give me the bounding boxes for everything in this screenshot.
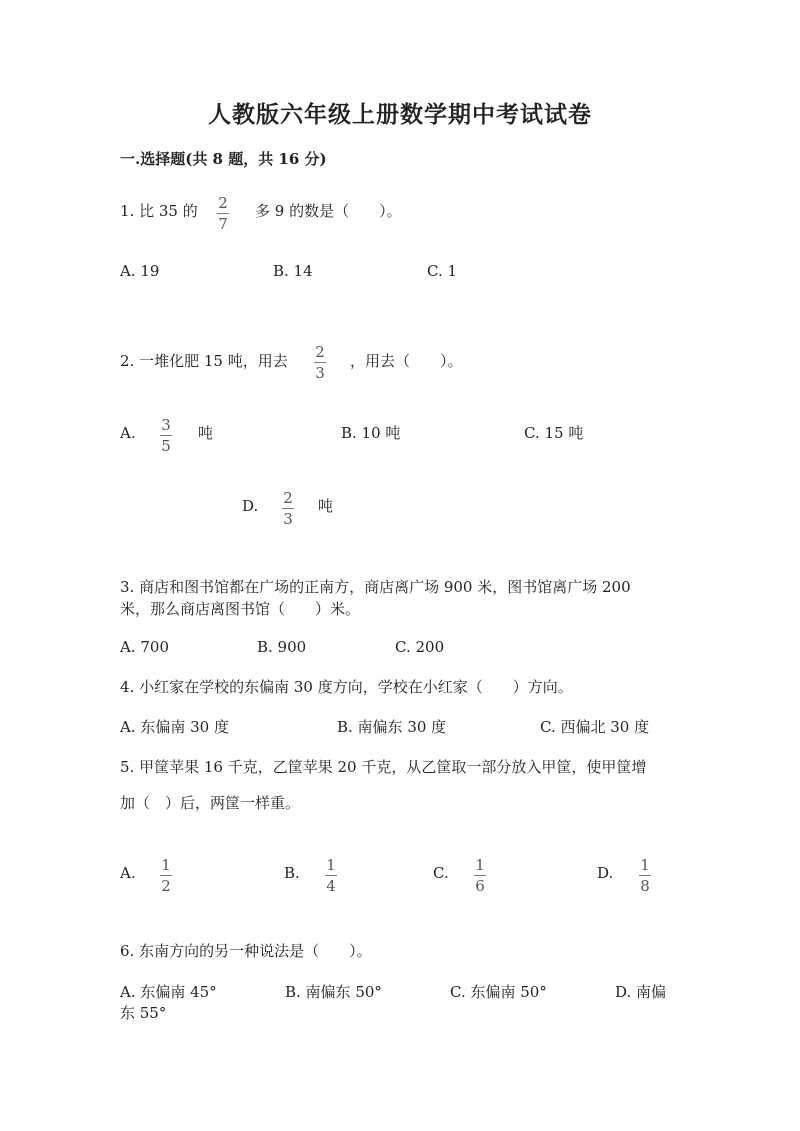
q6-option-d-wrap: 东 55° <box>120 1004 167 1022</box>
q1-option-a: A. 19 <box>120 262 160 280</box>
q2-option-a-fraction: 3 5 <box>161 416 171 455</box>
q2-option-d-label: D. <box>242 497 259 515</box>
q5-option-b-label: B. <box>284 864 300 882</box>
q3-option-a: A. 700 <box>120 638 169 656</box>
q3-option-c: C. 200 <box>395 638 445 656</box>
q4-option-a: A. 东偏南 30 度 <box>120 718 229 736</box>
q1-fraction: 2 7 <box>218 194 228 233</box>
q5-stem-line1: 5. 甲筐苹果 16 千克，乙筐苹果 20 千克，从乙筐取一部分放入甲筐，使甲筐增 <box>120 758 647 776</box>
page-title: 人教版六年级上册数学期中考试试卷 <box>208 101 592 128</box>
q3-option-b: B. 900 <box>257 638 307 656</box>
q5-option-a-fraction: 1 2 <box>161 856 171 895</box>
q5-option-c-label: C. <box>433 864 449 882</box>
q3-stem-line2: 米，那么商店离图书馆（ ）米。 <box>120 600 361 618</box>
q3-stem-line1: 3. 商店和图书馆都在广场的正南方，商店离广场 900 米，图书馆离广场 200 <box>120 578 631 596</box>
q6-option-d: D. 南偏 <box>615 983 667 1001</box>
q6-stem: 6. 东南方向的另一种说法是（ ）。 <box>120 942 372 960</box>
q5-option-b-fraction: 1 4 <box>326 856 336 895</box>
q5-option-d-label: D. <box>597 864 614 882</box>
q1-option-c: C. 1 <box>427 262 458 280</box>
q4-option-c: C. 西偏北 30 度 <box>540 718 650 736</box>
q4-option-b: B. 南偏东 30 度 <box>337 718 447 736</box>
q5-option-c-fraction: 1 6 <box>475 856 485 895</box>
q2-option-a-label: A. <box>120 424 136 442</box>
q1-option-b: B. 14 <box>273 262 313 280</box>
q5-option-d-fraction: 1 8 <box>640 856 650 895</box>
q6-option-a: A. 东偏南 45° <box>120 983 217 1001</box>
q1-stem-post: 多 9 的数是（ ）。 <box>255 202 402 220</box>
q5-option-a-label: A. <box>120 864 136 882</box>
q4-stem: 4. 小红家在学校的东偏南 30 度方向，学校在小红家（ ）方向。 <box>120 678 573 696</box>
section-heading: 一.选择题(共 8 题，共 16 分) <box>120 150 327 168</box>
q2-option-b: B. 10 吨 <box>341 424 401 442</box>
q2-fraction: 2 3 <box>315 343 325 382</box>
q6-option-b: B. 南偏东 50° <box>285 983 382 1001</box>
q5-stem-line2: 加（ ）后，两筐一样重。 <box>120 794 301 812</box>
q2-stem-pre: 2. 一堆化肥 15 吨，用去 <box>120 352 288 370</box>
q2-option-d-fraction: 2 3 <box>283 489 293 528</box>
q2-stem-post: ，用去（ ）。 <box>350 352 463 370</box>
q2-option-d-unit: 吨 <box>318 497 334 515</box>
q1-stem-pre: 1. 比 35 的 <box>120 202 198 220</box>
q6-option-c: C. 东偏南 50° <box>450 983 547 1001</box>
q2-option-a-unit: 吨 <box>198 424 214 442</box>
q2-option-c: C. 15 吨 <box>524 424 584 442</box>
